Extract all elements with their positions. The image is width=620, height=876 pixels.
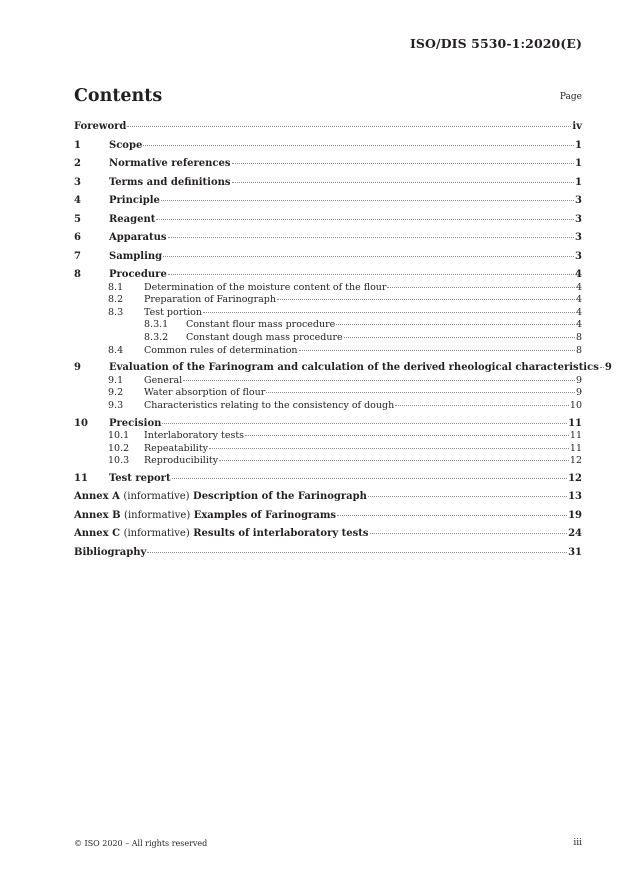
toc-entry-number: 8.3.1 <box>144 319 169 331</box>
dot-leader <box>168 237 575 238</box>
toc-subentry-repeatability[interactable] <box>74 443 582 456</box>
toc-entry-number: 11 <box>74 472 88 484</box>
dot-leader <box>161 200 574 201</box>
toc-annex-label: Annex A <box>74 491 120 503</box>
toc-entry-title: Examples of Farinograms <box>193 509 337 521</box>
toc-entry-scope[interactable] <box>74 140 582 159</box>
toc-entry-page: 12 <box>569 455 582 467</box>
table-of-contents <box>74 121 612 565</box>
toc-entry-number: 1 <box>74 139 81 151</box>
dot-leader <box>344 337 575 338</box>
toc-entry-page: 3 <box>575 232 582 243</box>
copyright-notice: © ISO 2020 – All rights reserved <box>74 839 208 848</box>
toc-entry-page: 31 <box>568 546 582 558</box>
toc-entry-precision[interactable] <box>74 418 582 431</box>
toc-entry-page: 8 <box>575 344 582 356</box>
dot-leader <box>143 145 574 146</box>
toc-annex-info: (informative) <box>123 528 190 540</box>
toc-entry-number: 8.3 <box>108 306 124 318</box>
toc-entry-title: Reproducibility <box>144 455 219 467</box>
toc-entry-page: 3 <box>575 250 582 262</box>
dot-leader <box>245 435 569 436</box>
dot-leader <box>209 448 569 449</box>
dot-leader <box>172 478 568 479</box>
toc-entry-title: Common rules of determination <box>144 344 298 356</box>
toc-entry-number: 5 <box>74 213 81 225</box>
toc-entry-number: 8 <box>74 269 81 280</box>
toc-entry-title: General <box>144 374 183 386</box>
toc-entry-page: 3 <box>575 213 582 225</box>
toc-entry-page: 24 <box>568 528 582 540</box>
toc-entry-page: 11 <box>568 417 582 429</box>
dot-leader <box>277 299 575 300</box>
toc-entry-page: iv <box>572 121 582 132</box>
toc-entry-page: 4 <box>575 294 582 306</box>
toc-subentry-common-rules[interactable] <box>74 345 582 358</box>
toc-entry-number: 2 <box>74 158 81 169</box>
dot-leader <box>147 552 567 553</box>
toc-entry-page: 9 <box>575 374 582 386</box>
toc-subentry-moisture-content[interactable] <box>74 282 582 295</box>
toc-entry-foreword[interactable] <box>74 121 582 140</box>
toc-entry-title: Procedure <box>109 269 167 280</box>
toc-annex-info: (informative) <box>123 491 190 503</box>
toc-entry-title: Precision <box>109 417 162 429</box>
toc-entry-page: 1 <box>575 176 582 188</box>
toc-entry-annex-b[interactable] <box>74 510 582 529</box>
toc-subentry-preparation-of-farinograph[interactable] <box>74 294 582 307</box>
dot-leader <box>299 350 575 351</box>
toc-entry-title: Test portion <box>144 306 202 318</box>
toc-entry-title: Water absorption of flour <box>144 387 266 399</box>
dot-leader <box>266 392 575 393</box>
toc-entry-title: Sampling <box>109 250 163 262</box>
toc-subentry-consistency-of-dough[interactable] <box>74 400 582 413</box>
toc-entry-principle[interactable] <box>74 195 582 214</box>
toc-subentry-test-portion[interactable] <box>74 307 582 320</box>
toc-entry-title: Constant dough mass procedure <box>186 331 343 343</box>
toc-entry-evaluation[interactable] <box>74 362 612 375</box>
toc-entry-normative-references[interactable] <box>74 158 582 177</box>
dot-leader <box>336 324 575 325</box>
toc-entry-number: 8.4 <box>108 344 124 356</box>
toc-entry-number: 6 <box>74 232 81 243</box>
toc-entry-terms-and-definitions[interactable] <box>74 177 582 196</box>
toc-entry-title: Reagent <box>109 213 156 225</box>
toc-entry-number: 3 <box>74 176 81 188</box>
document-code: ISO/DIS 5530-1:2020(E) <box>409 36 582 51</box>
toc-entry-title: Repeatability <box>144 442 209 454</box>
toc-entry-page: 8 <box>575 331 582 343</box>
dot-leader <box>162 423 567 424</box>
toc-entry-title: Scope <box>109 139 143 151</box>
toc-entry-number: 7 <box>74 250 81 262</box>
dot-leader <box>600 367 604 368</box>
toc-entry-page: 4 <box>575 306 582 318</box>
toc-subentry-reproducibility[interactable] <box>74 455 582 468</box>
toc-entry-page: 4 <box>575 269 582 280</box>
toc-entry-title: Determination of the moisture content of the flour <box>144 281 387 293</box>
toc-entry-page: 12 <box>568 472 582 484</box>
toc-subentry-constant-flour-mass[interactable] <box>74 319 582 332</box>
toc-entry-procedure[interactable] <box>74 269 582 282</box>
toc-entry-page: 3 <box>575 195 582 206</box>
toc-entry-title: Preparation of Farinograph <box>144 294 276 306</box>
toc-entry-page: 4 <box>575 281 582 293</box>
toc-entry-test-report[interactable] <box>74 473 582 492</box>
toc-entry-title: Results of interlaboratory tests <box>193 528 369 540</box>
toc-entry-number: 9.3 <box>108 399 124 411</box>
toc-entry-sampling[interactable] <box>74 251 582 270</box>
toc-subentry-interlaboratory-tests[interactable] <box>74 430 582 443</box>
toc-entry-page: 9 <box>575 387 582 399</box>
page-column-label: Page <box>559 92 582 102</box>
toc-entry-number: 10 <box>74 417 88 429</box>
toc-entry-page: 11 <box>569 442 582 454</box>
toc-entry-page: 1 <box>575 139 582 151</box>
dot-leader <box>337 515 567 516</box>
toc-entry-title: Bibliography <box>74 546 147 558</box>
toc-entry-page: 1 <box>575 158 582 169</box>
toc-entry-title: Foreword <box>74 121 127 132</box>
toc-entry-page: 10 <box>569 399 582 411</box>
toc-entry-number: 8.2 <box>108 294 124 306</box>
toc-entry-reagent[interactable] <box>74 214 582 233</box>
contents-title: Contents <box>74 86 163 106</box>
toc-entry-title: Characteristics relating to the consistency of dough <box>144 399 395 411</box>
toc-subentry-water-absorption[interactable] <box>74 387 582 400</box>
dot-leader <box>163 256 574 257</box>
toc-entry-title: Apparatus <box>109 232 167 243</box>
dot-leader <box>387 287 574 288</box>
toc-entry-number: 9 <box>74 362 81 374</box>
dot-leader <box>127 126 571 127</box>
dot-leader <box>168 274 574 275</box>
toc-entry-title: Test report <box>109 472 171 484</box>
dot-leader <box>203 312 575 313</box>
toc-entry-number: 8.1 <box>108 281 124 293</box>
toc-entry-number: 10.1 <box>108 430 130 442</box>
dot-leader <box>156 219 574 220</box>
dot-leader <box>183 380 575 381</box>
toc-entry-number: 10.3 <box>108 455 130 467</box>
toc-entry-apparatus[interactable] <box>74 232 582 251</box>
dot-leader <box>219 460 569 461</box>
toc-entry-page: 9 <box>604 362 612 374</box>
toc-entry-page: 11 <box>569 430 582 442</box>
toc-entry-page: 13 <box>568 491 582 503</box>
dot-leader <box>370 533 568 534</box>
toc-annex-label: Annex C <box>74 528 121 540</box>
toc-entry-title: Normative references <box>109 158 231 169</box>
toc-entry-page: 19 <box>568 509 582 521</box>
dot-leader <box>395 405 569 406</box>
toc-entry-title: Principle <box>109 195 160 206</box>
toc-entry-page: 4 <box>575 319 582 331</box>
dot-leader <box>232 182 575 183</box>
toc-entry-title: Interlaboratory tests <box>144 430 245 442</box>
dot-leader <box>368 496 567 497</box>
toc-entry-bibliography[interactable] <box>74 547 582 566</box>
toc-annex-label: Annex B <box>74 509 121 521</box>
toc-entry-number: 10.2 <box>108 442 130 454</box>
page-number: iii <box>573 838 582 848</box>
toc-entry-title: Constant flour mass procedure <box>186 319 336 331</box>
toc-entry-number: 4 <box>74 195 81 206</box>
toc-entry-number: 9.2 <box>108 387 124 399</box>
toc-entry-number: 8.3.2 <box>144 331 169 343</box>
toc-subentry-general[interactable] <box>74 375 582 388</box>
dot-leader <box>232 163 575 164</box>
toc-entry-annex-c[interactable] <box>74 528 582 547</box>
toc-entry-annex-a[interactable] <box>74 491 582 510</box>
toc-entry-number: 9.1 <box>108 374 124 386</box>
toc-entry-title: Evaluation of the Farinogram and calculation of the derived rheological characteristics <box>109 362 599 374</box>
toc-annex-info: (informative) <box>124 509 191 521</box>
toc-subentry-constant-dough-mass[interactable] <box>74 332 582 345</box>
toc-entry-title: Terms and definitions <box>109 176 231 188</box>
toc-entry-title: Description of the Farinograph <box>193 491 367 503</box>
